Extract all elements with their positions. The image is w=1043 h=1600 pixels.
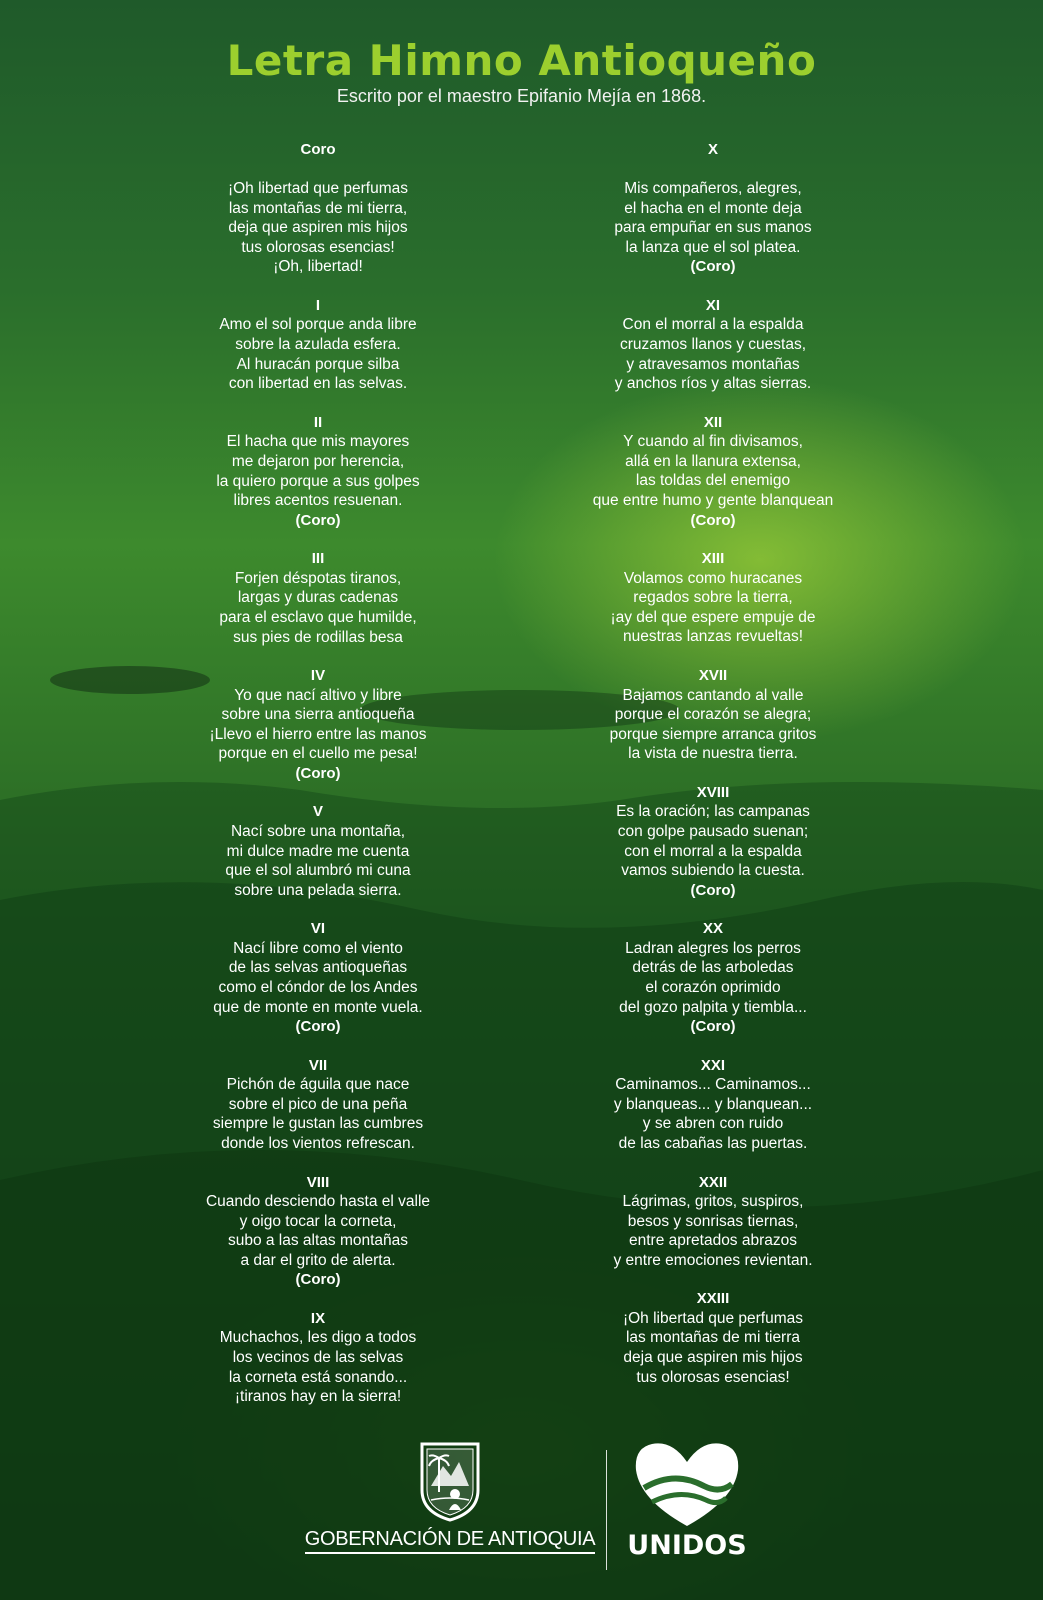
lyric-line: Muchachos, les digo a todos xyxy=(219,1329,417,1347)
lyric-line: con libertad en las selvas. xyxy=(228,375,408,393)
refrain-marker: (Coro) xyxy=(295,764,341,782)
stanza-vi xyxy=(138,919,498,1036)
stanza-numeral: VI xyxy=(310,920,326,938)
lyric-line: Lágrimas, gritos, suspiros, xyxy=(622,1193,804,1210)
stanza-xxi xyxy=(533,1056,893,1154)
stanza-xiii xyxy=(533,549,893,647)
lyric-line: que entre humo y gente blanquean xyxy=(592,492,834,510)
lyric-line: Volamos como huracanes xyxy=(623,569,803,587)
lyric-line: largas y duras cadenas xyxy=(237,589,399,607)
lyric-line: la lanza que el sol platea. xyxy=(625,238,801,256)
lyric-line: a dar el grito de alerta. xyxy=(240,1251,396,1269)
stanza-numeral: XX xyxy=(702,920,723,938)
lyric-line: detrás de las arboledas xyxy=(632,959,794,977)
lyric-line: tus olorosas esencias! xyxy=(636,1368,790,1386)
lyric-line: del gozo palpita y tiembla... xyxy=(619,998,807,1016)
lyric-line: entre apretados abrazos xyxy=(628,1232,798,1250)
page-title: Letra Himno Antioqueño xyxy=(226,36,817,85)
lyric-line: Forjen déspotas tiranos, xyxy=(234,569,402,587)
lyric-line: ¡Oh, libertad! xyxy=(273,258,363,276)
refrain-marker: (Coro) xyxy=(690,511,736,529)
lyric-line: con golpe pausado suenan; xyxy=(617,822,809,840)
stanza-iii xyxy=(138,549,498,647)
refrain-marker: (Coro) xyxy=(690,1018,736,1036)
lyric-line: sobre el pico de una peña xyxy=(228,1095,408,1113)
lyric-line: Bajamos cantando al valle xyxy=(622,686,804,704)
refrain-marker: (Coro) xyxy=(295,1018,341,1036)
lyric-line: sobre una sierra antioqueña xyxy=(221,706,415,724)
lyric-line: para el esclavo que humilde, xyxy=(219,608,417,626)
lyric-line: Al huracán porque silba xyxy=(236,355,400,373)
stanza-numeral: XXIII xyxy=(696,1290,730,1308)
lyric-line: ¡Oh libertad que perfumas xyxy=(227,180,409,197)
lyric-line: las montañas de mi tierra xyxy=(625,1329,801,1347)
lyric-line: como el cóndor de los Andes xyxy=(218,979,418,997)
brand-name: UNIDOS xyxy=(627,1530,747,1561)
stanza-xii xyxy=(533,413,893,530)
lyric-line: libres acentos resuenan. xyxy=(233,492,403,510)
left-lyrics-column xyxy=(138,140,498,1426)
lyric-line: la quiero porque a sus golpes xyxy=(216,472,420,490)
lyric-line: Con el morral a la espalda xyxy=(622,316,804,334)
government-name: GOBERNACIÓN DE ANTIOQUIA xyxy=(305,1528,596,1554)
lyric-line: y oigo tocar la corneta, xyxy=(239,1212,397,1230)
stanza-i xyxy=(138,296,498,394)
lyric-line: con el morral a la espalda xyxy=(624,842,802,860)
lyric-line: la corneta está sonando... xyxy=(228,1368,408,1386)
lyric-line: Nací sobre una montaña, xyxy=(230,822,406,840)
stanza-numeral: IV xyxy=(310,667,326,685)
refrain-marker: (Coro) xyxy=(295,1271,341,1289)
stanza-ix xyxy=(138,1309,498,1407)
stanza-vii xyxy=(138,1056,498,1154)
stanza-numeral: IX xyxy=(310,1309,326,1327)
lyric-line: besos y sonrisas tiernas, xyxy=(627,1212,799,1230)
lyric-line: Amo el sol porque anda libre xyxy=(219,316,417,334)
stanza-numeral: XVII xyxy=(698,667,728,684)
stanza-numeral: XVIII xyxy=(696,783,730,801)
refrain-marker: (Coro) xyxy=(295,511,341,529)
lyric-line: regados sobre la tierra, xyxy=(633,589,793,607)
lyric-line: subo a las altas montañas xyxy=(227,1232,409,1250)
lyric-line: porque en el cuello me pesa! xyxy=(218,745,418,763)
stanza-numeral: V xyxy=(312,803,323,821)
lyric-line: Nací libre como el viento xyxy=(233,939,403,957)
stanza-numeral: XIII xyxy=(701,550,725,568)
stanza-coro xyxy=(138,140,498,277)
lyric-line: para empuñar en sus manos xyxy=(614,219,812,237)
lyric-line: siempre le gustan las cumbres xyxy=(212,1115,424,1133)
lyric-line: ¡Llevo el hierro entre las manos xyxy=(209,725,427,743)
stanza-numeral: I xyxy=(315,296,321,314)
stanza-x xyxy=(533,140,893,277)
lyric-line: sobre una pelada sierra. xyxy=(234,881,402,899)
lyric-line: vamos subiendo la cuesta. xyxy=(621,862,805,880)
lyric-line: el hacha en el monte deja xyxy=(624,199,802,217)
lyric-line: Es la oración; las campanas xyxy=(616,803,810,821)
footer-logos xyxy=(0,1440,1043,1590)
lyric-line: y entre emociones revientan. xyxy=(613,1251,813,1269)
lyric-line: el corazón oprimido xyxy=(645,978,781,996)
lyric-line: me dejaron por herencia, xyxy=(231,452,405,470)
unidos-logo xyxy=(622,1440,752,1561)
lyric-line: tus olorosas esencias! xyxy=(241,238,395,256)
lyric-line: la vista de nuestra tierra. xyxy=(628,745,798,763)
stanza-numeral: VII xyxy=(308,1056,328,1074)
stanza-numeral: XI xyxy=(705,296,721,314)
stanza-ii xyxy=(138,413,498,530)
stanza-numeral: II xyxy=(313,413,323,431)
lyric-line: de las selvas antioqueñas xyxy=(228,959,408,977)
lyric-line: deja que aspiren mis hijos xyxy=(623,1349,803,1367)
lyric-line: las toldas del enemigo xyxy=(635,472,791,490)
antioquia-coat-of-arms-icon xyxy=(417,1440,483,1524)
stanza-xviii xyxy=(533,783,893,900)
lyric-line: nuestras lanzas revueltas! xyxy=(622,628,804,646)
lyric-line: y anchos ríos y altas sierras. xyxy=(614,375,812,393)
lyric-line: ¡Oh libertad que perfumas xyxy=(622,1309,804,1327)
lyric-line: que de monte en monte vuela. xyxy=(213,998,423,1016)
lyric-line: y atravesamos montañas xyxy=(626,355,800,373)
lyric-line: que el sol alumbró mi cuna xyxy=(225,862,411,880)
lyric-line: Cuando desciendo hasta el valle xyxy=(205,1193,431,1211)
lyric-line: Pichón de águila que nace xyxy=(226,1076,410,1094)
stanza-numeral: XII xyxy=(703,413,723,431)
stanza-xx xyxy=(533,919,893,1036)
stanza-iv xyxy=(138,666,498,783)
stanza-numeral: X xyxy=(707,141,718,158)
lyric-line: Yo que nací altivo y libre xyxy=(234,686,402,704)
lyric-line: las montañas de mi tierra, xyxy=(228,199,408,217)
stanza-numeral: Coro xyxy=(300,141,336,158)
stanza-viii xyxy=(138,1173,498,1290)
lyric-line: Mis compañeros, alegres, xyxy=(624,180,802,197)
stanza-xvii xyxy=(533,666,893,764)
lyric-line: sobre la azulada esfera. xyxy=(235,336,401,354)
stanza-numeral: XXI xyxy=(700,1056,726,1074)
lyric-line: de las cabañas las puertas. xyxy=(618,1134,808,1152)
lyric-line: ¡ay del que espere empuje de xyxy=(610,608,816,626)
stanza-numeral: VIII xyxy=(306,1173,330,1191)
lyric-line: allá en la llanura extensa, xyxy=(625,452,801,470)
lyric-line: y blanqueas... y blanquean... xyxy=(613,1095,813,1113)
stanza-v xyxy=(138,802,498,900)
lyric-line: mi dulce madre me cuenta xyxy=(226,842,410,860)
lyric-line: ¡tiranos hay en la sierra! xyxy=(234,1388,402,1406)
logo-divider xyxy=(606,1450,607,1570)
lyric-line: sus pies de rodillas besa xyxy=(233,628,403,646)
lyric-line: donde los vientos refrescan. xyxy=(221,1135,415,1152)
lyric-line: y se abren con ruido xyxy=(642,1115,784,1133)
page-subtitle: Escrito por el maestro Epifanio Mejía en 1868. xyxy=(336,86,707,106)
refrain-marker: (Coro) xyxy=(690,881,736,899)
stanza-xxii xyxy=(533,1173,893,1271)
lyric-line: cruzamos llanos y cuestas, xyxy=(619,335,807,353)
lyric-line: los vecinos de las selvas xyxy=(232,1349,404,1367)
lyric-line: porque siempre arranca gritos xyxy=(609,725,817,743)
lyric-line: porque el corazón se alegra; xyxy=(614,706,812,724)
lyric-line: Y cuando al fin divisamos, xyxy=(623,433,803,451)
stanza-xxiii xyxy=(533,1289,893,1387)
refrain-marker: (Coro) xyxy=(690,258,736,276)
stanza-numeral: III xyxy=(311,550,325,568)
lyric-line: Ladran alegres los perros xyxy=(625,939,801,957)
lyric-line: Caminamos... Caminamos... xyxy=(615,1076,811,1094)
lyric-line: deja que aspiren mis hijos xyxy=(228,219,408,237)
right-lyrics-column xyxy=(533,140,893,1406)
government-logo xyxy=(300,1440,600,1554)
lyric-line: El hacha que mis mayores xyxy=(226,433,410,451)
stanza-numeral: XXII xyxy=(698,1173,728,1191)
unidos-heart-icon xyxy=(634,1440,740,1528)
stanza-xi xyxy=(533,296,893,394)
